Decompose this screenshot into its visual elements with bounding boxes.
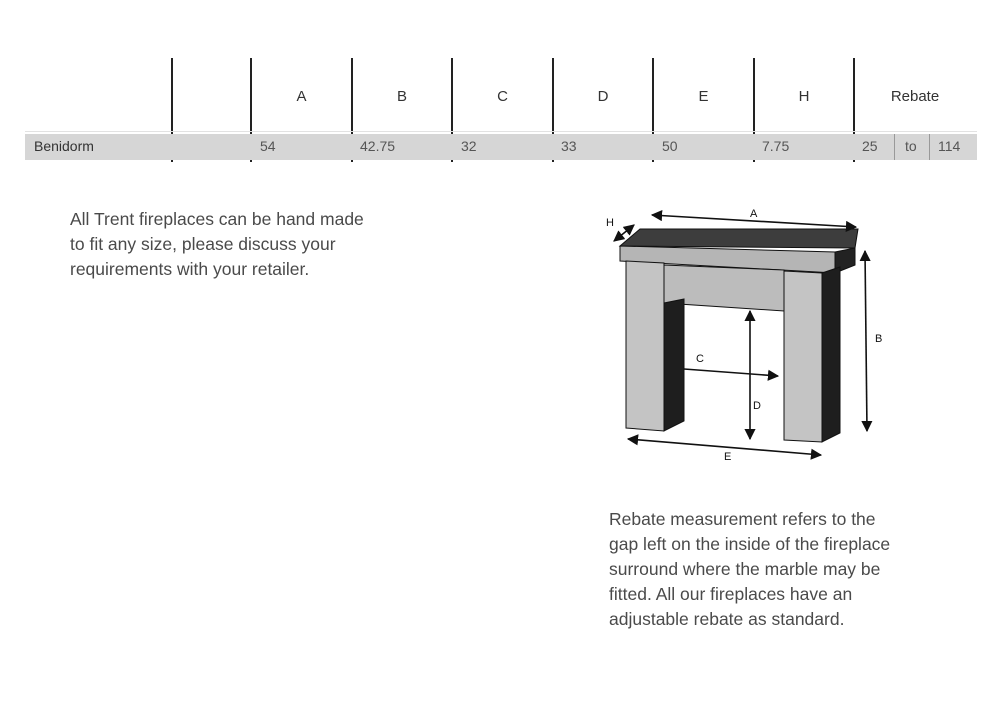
cell-rebate-max: 114 <box>938 138 961 154</box>
sizing-note: All Trent fireplaces can be hand made to fit any size, please discuss your requirements with your retailer. <box>70 209 364 279</box>
fireplace-diagram <box>600 195 900 475</box>
label-b: B <box>875 333 883 345</box>
label-a: A <box>750 208 758 220</box>
dimension-b-arrow <box>865 251 867 431</box>
right-leg-side <box>822 267 840 442</box>
cell-d: 33 <box>561 138 577 154</box>
header-c: C <box>497 88 508 105</box>
label-c: C <box>696 353 704 365</box>
left-leg <box>626 261 664 431</box>
header-e: E <box>698 88 709 105</box>
header-h: H <box>798 88 810 105</box>
header-b: B <box>396 88 407 105</box>
row-name: Benidorm <box>34 138 94 154</box>
rebate-divider <box>894 134 895 160</box>
dimension-c-arrow <box>684 369 778 376</box>
cell-b: 42.75 <box>360 138 396 154</box>
cell-e: 50 <box>662 138 678 154</box>
cell-h: 7.75 <box>762 138 790 154</box>
rebate-note: Rebate measurement refers to the gap left on the inside of the fireplace surround where the marble may be fitted. All our fireplaces have an adjustable rebate as standard. <box>609 509 891 629</box>
cell-a: 54 <box>260 138 276 154</box>
mantel-top <box>620 229 858 248</box>
dimensions-table <box>0 0 1000 170</box>
label-e: E <box>724 451 732 463</box>
header-d: D <box>597 88 609 105</box>
header-rebate: Rebate <box>890 88 940 105</box>
cell-rebate-to: to <box>905 138 917 154</box>
label-d: D <box>753 400 761 412</box>
cell-rebate-min: 25 <box>862 138 878 154</box>
label-h: H <box>606 217 614 229</box>
table-row <box>25 134 977 160</box>
header-a: A <box>296 88 307 105</box>
rebate-divider <box>929 134 930 160</box>
row-top-rule <box>25 131 977 132</box>
cell-c: 32 <box>461 138 477 154</box>
right-leg <box>784 271 822 442</box>
left-leg-inner <box>664 299 684 431</box>
